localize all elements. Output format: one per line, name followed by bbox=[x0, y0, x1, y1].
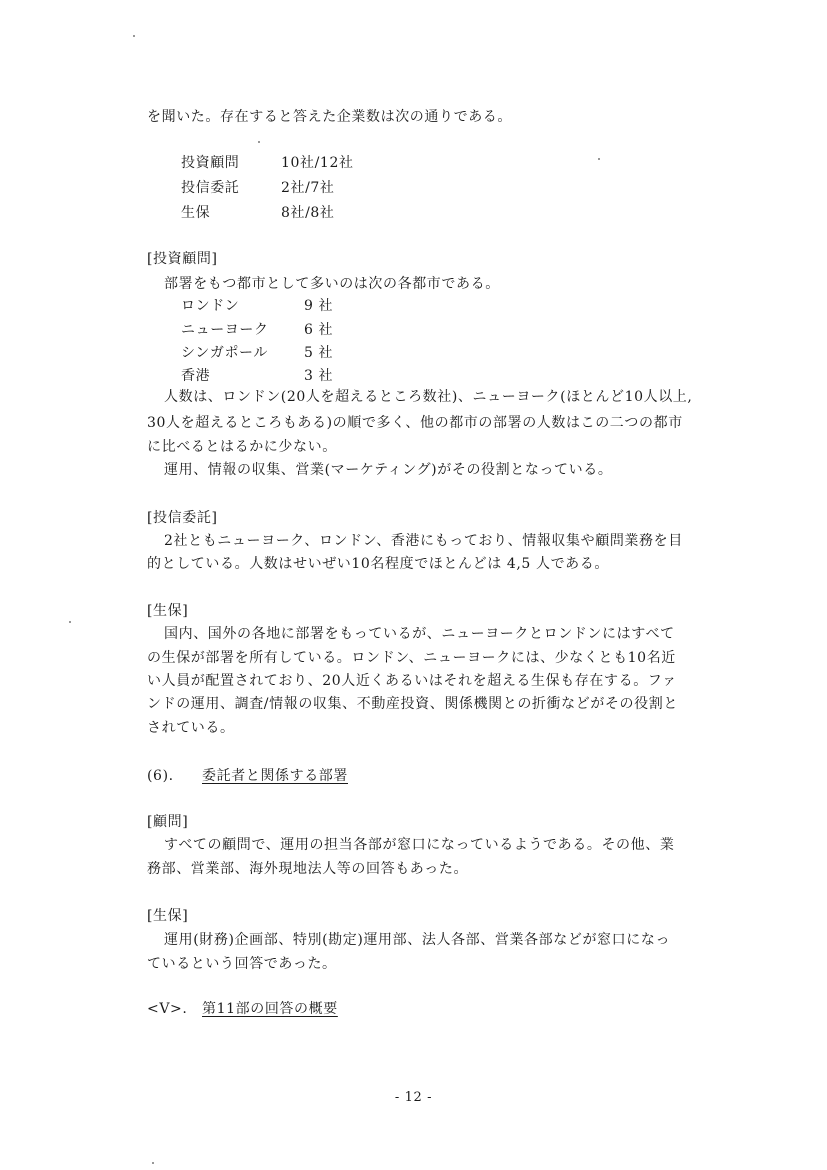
city-name: ロンドン bbox=[181, 298, 240, 314]
paragraph-line: 運用、情報の収集、営業(マーケティング)がその役割となっている。 bbox=[164, 462, 613, 478]
city-count: 9 社 bbox=[304, 298, 334, 314]
scan-speck bbox=[69, 621, 71, 623]
insurance2-heading: [生保] bbox=[147, 908, 189, 924]
city-count: 6 社 bbox=[304, 322, 334, 338]
city-count: 3 社 bbox=[304, 368, 334, 384]
paragraph-line: 務部、営業部、海外現地法人等の回答もあった。 bbox=[147, 861, 469, 877]
section-6-number: (6). bbox=[147, 768, 174, 784]
city-name: 香港 bbox=[181, 368, 211, 384]
trust-heading: [投信委託] bbox=[147, 510, 218, 526]
section-5-number: <V>. bbox=[147, 1001, 188, 1017]
paragraph-line: ているという回答であった。 bbox=[147, 956, 337, 972]
scan-speck bbox=[598, 158, 600, 160]
paragraph-line: に比べるとはるかに少ない。 bbox=[147, 439, 337, 455]
count-value: 2社/7社 bbox=[281, 180, 335, 196]
paragraph-line: い人員が配置されており、20人近くあるいはそれを超える生保も存在する。ファ bbox=[147, 673, 677, 689]
count-label: 生保 bbox=[181, 205, 211, 221]
advisory-intro: 部署をもつ都市として多いのは次の各都市である。 bbox=[164, 276, 500, 292]
count-value: 10社/12社 bbox=[281, 155, 354, 171]
count-value: 8社/8社 bbox=[281, 205, 335, 221]
intro-line: を聞いた。存在すると答えた企業数は次の通りである。 bbox=[147, 109, 512, 125]
section-6-title: 委託者と関係する部署 bbox=[202, 768, 348, 784]
paragraph-line: 国内、国外の各地に部署をもっているが、ニューヨークとロンドンにはすべて bbox=[164, 626, 675, 642]
count-label: 投信委託 bbox=[181, 180, 240, 196]
city-count: 5 社 bbox=[304, 345, 334, 361]
paragraph-line: 運用(財務)企画部、特別(勘定)運用部、法人各部、営業各部などが窓口になっ bbox=[164, 932, 671, 948]
paragraph-line: ンドの運用、調査/情報の収集、不動産投資、関係機関との折衝などがその役割と bbox=[147, 696, 678, 712]
scan-speck bbox=[152, 1162, 154, 1164]
advisor2-heading: [顧問] bbox=[147, 814, 189, 830]
count-label: 投資顧問 bbox=[181, 155, 240, 171]
paragraph-line: 的としている。人数はせいぜい10名程度でほとんどは 4,5 人である。 bbox=[147, 556, 609, 572]
paragraph-line: されている。 bbox=[147, 720, 235, 736]
advisory-heading: [投資顧問] bbox=[147, 251, 218, 267]
city-name: ニューヨーク bbox=[181, 322, 269, 338]
page-number: - 12 - bbox=[394, 1090, 433, 1105]
scan-speck bbox=[258, 141, 260, 143]
paragraph-line: 30人を超えるところもある)の順で多く、他の都市の部署の人数はこの二つの都市 bbox=[147, 415, 683, 431]
city-name: シンガポール bbox=[181, 345, 268, 361]
paragraph-line: の生保が部署を所有している。ロンドン、ニューヨークには、少なくとも10名近 bbox=[147, 650, 676, 666]
insurance-heading: [生保] bbox=[147, 603, 189, 619]
section-5-title: 第11部の回答の概要 bbox=[202, 1001, 338, 1017]
paragraph-line: 人数は、ロンドン(20人を超えるところ数社)、ニューヨーク(ほとんど10人以上, bbox=[164, 389, 693, 405]
paragraph-line: 2社ともニューヨーク、ロンドン、香港にもっており、情報収集や顧問業務を目 bbox=[164, 533, 683, 549]
scan-speck bbox=[133, 35, 135, 37]
paragraph-line: すべての顧問で、運用の担当各部が窓口になっているようである。その他、業 bbox=[164, 837, 675, 853]
